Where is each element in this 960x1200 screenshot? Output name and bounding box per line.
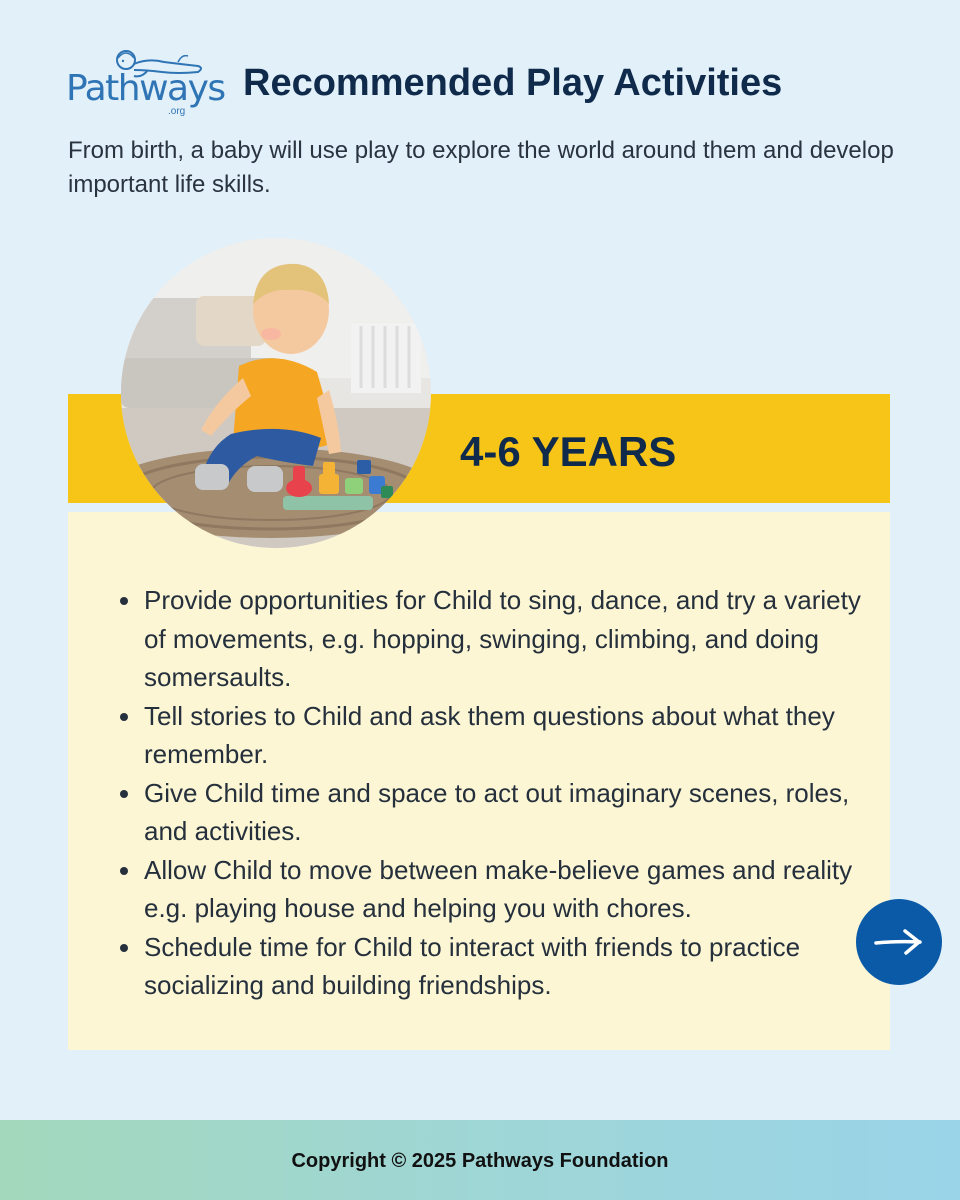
footer-bar: [0, 1120, 960, 1200]
list-item: Tell stories to Child and ask them questions about what they remember.: [117, 697, 867, 774]
logo-suffix: .org: [168, 106, 186, 117]
age-group-label: 4-6 YEARS: [460, 428, 677, 475]
copyright-text: Copyright © 2025 Pathways Foundation: [291, 1149, 669, 1172]
activity-list: [117, 581, 867, 1005]
page-title: Recommended Play Activities: [243, 62, 783, 104]
pathways-logo[interactable]: [64, 48, 225, 120]
arrow-right-icon: [873, 927, 925, 957]
child-playing-photo: [121, 238, 431, 548]
child-illustration: [121, 238, 431, 548]
intro-text: From birth, a baby will use play to explore the world around them and develop important life skills.: [68, 137, 894, 198]
list-item: Provide opportunities for Child to sing, dance, and try a variety of movements, e.g. hopping, swinging, climbing, and doing somersaults.: [117, 581, 867, 697]
list-item: Give Child time and space to act out imaginary scenes, roles, and activities.: [117, 774, 867, 851]
logo-wordmark: Pathways: [66, 68, 225, 109]
list-item: Schedule time for Child to interact with friends to practice socializing and building friendships.: [117, 928, 867, 1005]
next-slide-button[interactable]: [856, 899, 942, 985]
list-item: Allow Child to move between make-believe games and reality e.g. playing house and helping you with chores.: [117, 851, 867, 928]
